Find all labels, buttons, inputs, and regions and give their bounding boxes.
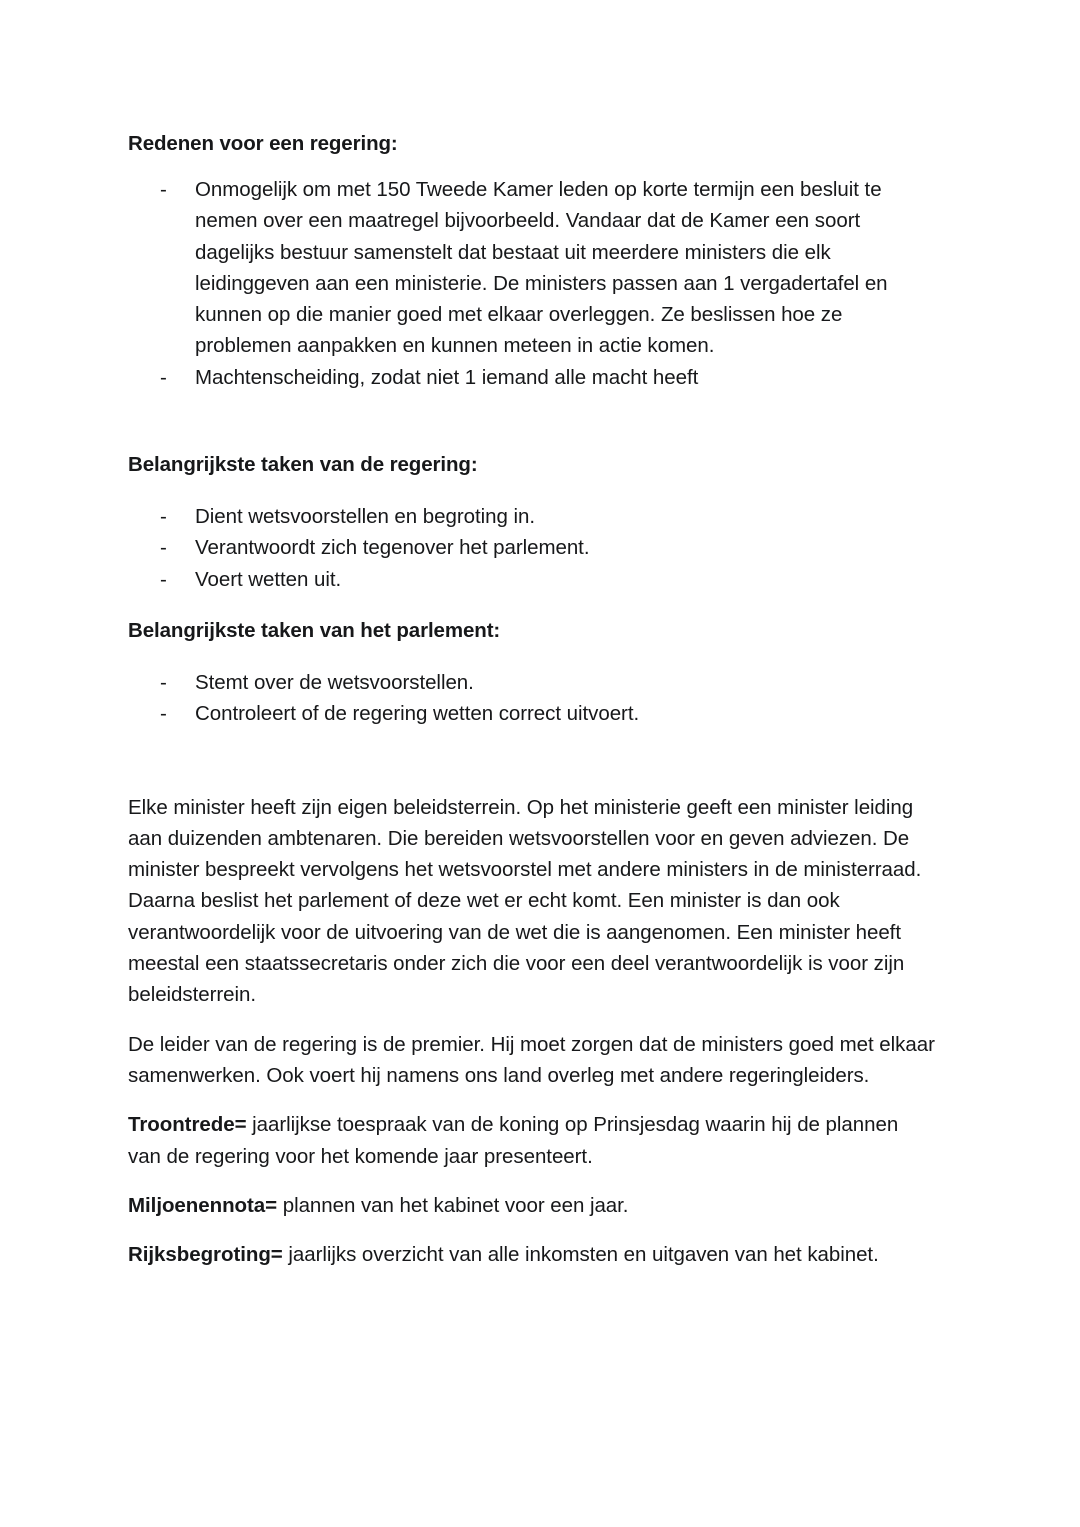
spacer: [128, 479, 936, 501]
spacer: [128, 1011, 936, 1029]
list-item-text: Machtenscheiding, zodat niet 1 iemand alle macht heeft: [195, 365, 699, 389]
definition-text: plannen van het kabinet voor een jaar.: [277, 1193, 629, 1217]
spacer: [128, 1172, 936, 1190]
definition-term: Rijksbegroting=: [128, 1243, 283, 1267]
definition-text: jaarlijkse toespraak van de koning op Prinsjesdag waarin hij de plannen van de regering voor het komende jaar presenteert.: [128, 1113, 899, 1168]
spacer: [128, 393, 936, 451]
bullet-dash-icon: -: [160, 505, 167, 529]
definition-text: jaarlijks overzicht van alle inkomsten en uitgaven van het kabinet.: [282, 1243, 879, 1267]
list-item-text: Voert wetten uit.: [195, 567, 342, 591]
definition-rijksbegroting: [128, 1239, 936, 1270]
list-item: [128, 667, 936, 698]
bullet-dash-icon: -: [160, 536, 167, 560]
definition-term: Troontrede=: [128, 1113, 247, 1137]
spacer: [128, 595, 936, 617]
spacer: [128, 730, 936, 792]
list-government-tasks: [128, 501, 936, 595]
definition-troontrede: [128, 1109, 936, 1172]
list-item: [128, 174, 936, 362]
spacer: [128, 158, 936, 174]
list-item: [128, 698, 936, 729]
bullet-dash-icon: -: [160, 178, 167, 201]
bullet-dash-icon: -: [160, 702, 167, 726]
list-item-text: Onmogelijk om met 150 Tweede Kamer leden op korte termijn een besluit te nemen over een maatregel bijvoorbeeld. Vandaar dat de Kamer een soort dagelijks bestuur samenstelt dat bestaat uit meerdere ministers die elk leidinggeven aan een ministerie. De ministers passen aan 1 vergadertafel en kunnen op die manier goed met elkaar overleggen. Ze beslissen hoe ze problemen aanpakken en kunnen meteen in actie komen.: [195, 178, 888, 358]
heading-parliament-tasks: Belangrijkste taken van het parlement:: [128, 618, 501, 642]
list-item-text: Dient wetsvoorstellen en begroting in.: [195, 505, 535, 529]
list-parliament-tasks: [128, 667, 936, 730]
spacer: [128, 645, 936, 667]
list-item: [128, 564, 936, 595]
definition-miljoenennota: [128, 1190, 936, 1221]
list-item-text: Stemt over de wetsvoorstellen.: [195, 670, 474, 694]
bullet-dash-icon: -: [160, 365, 167, 389]
paragraph-minister-responsibilities: Elke minister heeft zijn eigen beleidsterrein. Op het ministerie geeft een minister leiding aan duizenden ambtenaren. Die bereiden wetsvoorstellen voor en geven adviezen. De minister bespreekt vervolgens het wetsvoorstel met andere ministers in de ministerraad. Daarna beslist het parlement of deze wet er echt komt. Een minister is dan ook verantwoordelijk voor de uitvoering van de wet die is aangenomen. Een minister heeft meestal een staatssecretaris onder zich die voor een deel verantwoordelijk is voor zijn beleidsterrein.: [128, 795, 922, 1007]
spacer: [128, 1221, 936, 1239]
list-item: [128, 362, 936, 393]
paragraph-premier: De leider van de regering is de premier. Hij moet zorgen dat de ministers goed met elkaar samenwerken. Ook voert hij namens ons land overleg met andere regeringleiders.: [128, 1032, 935, 1087]
heading-reasons-for-government: Redenen voor een regering:: [128, 132, 398, 155]
list-item-text: Controleert of de regering wetten correct uitvoert.: [195, 702, 640, 726]
bullet-dash-icon: -: [160, 567, 167, 591]
bullet-dash-icon: -: [160, 670, 167, 694]
document-body: [128, 130, 936, 1270]
list-item: [128, 532, 936, 563]
list-item-text: Verantwoordt zich tegenover het parlement.: [195, 536, 590, 560]
list-item: [128, 501, 936, 532]
definition-term: Miljoenennota=: [128, 1193, 278, 1217]
list-reasons-for-government: [128, 174, 936, 393]
spacer: [128, 1091, 936, 1109]
heading-government-tasks: Belangrijkste taken van de regering:: [128, 453, 478, 477]
